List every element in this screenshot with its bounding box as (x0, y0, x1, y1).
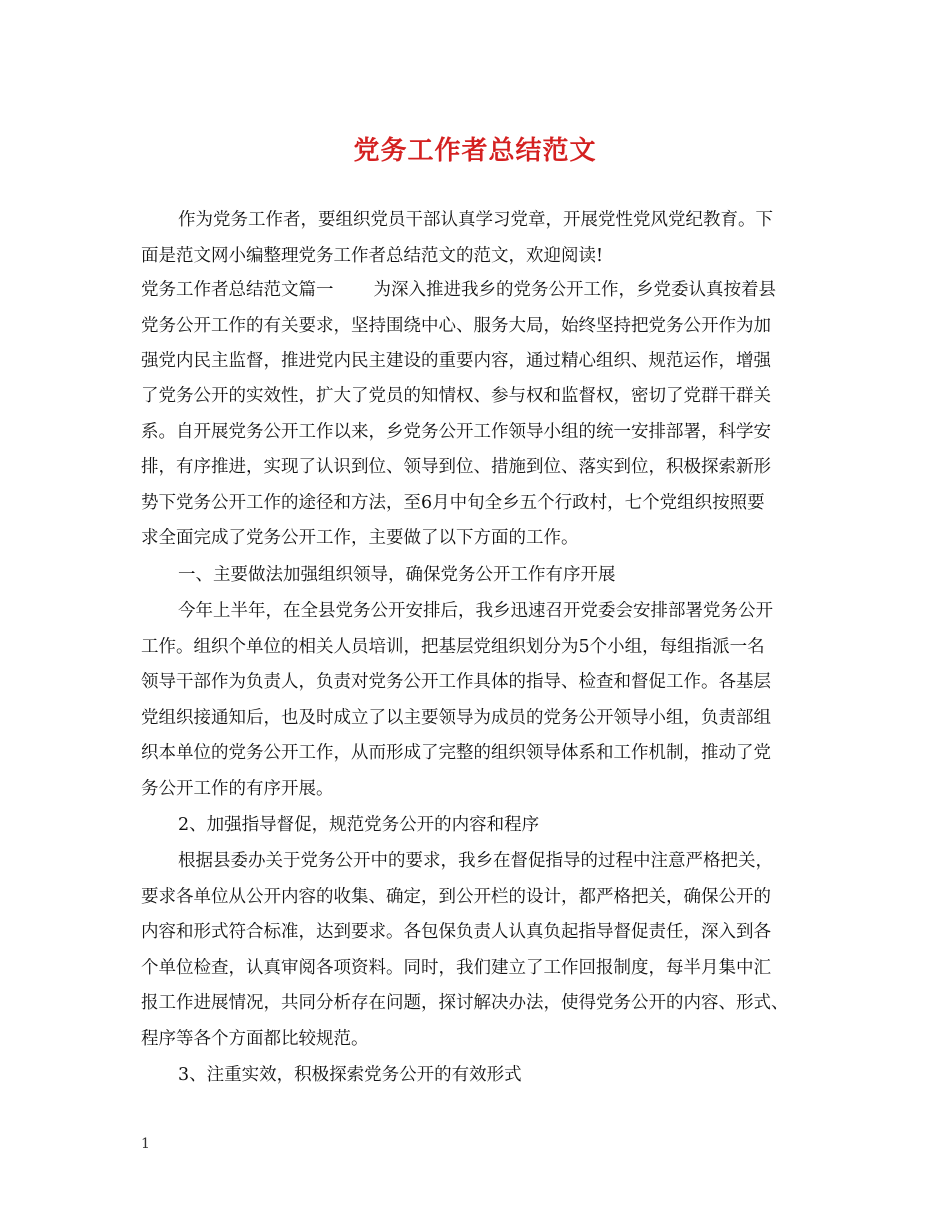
page-number: 1 (141, 1136, 150, 1152)
text-line (141, 278, 776, 302)
text-line: 内容和形式符合标准，达到要求。各包保负责人认真负起指导督促责任，深入到各 (141, 922, 771, 942)
document-title: 党务工作者总结范文 (353, 136, 597, 166)
section-heading: 2、加强指导督促，规范党务公开的内容和程序 (178, 815, 540, 835)
text-line: 务公开工作的有序开展。 (141, 779, 334, 799)
text-line: 排，有序推进，实现了认识到位、领导到位、措施到位、落实到位，积极探索新形 (141, 457, 771, 477)
section-heading: 党务工作者总结范文篇一 (141, 280, 334, 300)
text-line: 工作。组织个单位的相关人员培训，把基层党组织划分为5个小组，每组指派一名 (141, 637, 765, 657)
text-line: 党组织接通知后，也及时成立了以主要领导为成员的党务公开领导小组，负责部组 (141, 708, 771, 728)
text-line: 织本单位的党务公开工作，从而形成了完整的组织领导体系和工作机制，推动了党 (141, 743, 771, 763)
text-line: 势下党务公开工作的途径和方法，至6月中旬全乡五个行政村，七个党组织按照要 (141, 493, 765, 513)
section-heading: 3、注重实效，积极探索党务公开的有效形式 (178, 1065, 522, 1085)
text-line: 领导干部作为负责人，负责对党务公开工作具体的指导、检查和督促工作。各基层 (141, 672, 771, 692)
text-line: 要求各单位从公开内容的收集、确定，到公开栏的设计，都严格把关，确保公开的 (141, 887, 771, 907)
text-line: 系。自开展党务公开工作以来，乡党务公开工作领导小组的统一安排部署，科学安 (141, 422, 771, 442)
text-line: 求全面完成了党务公开工作，主要做了以下方面的工作。 (141, 528, 579, 548)
text-line: 了党务公开的实效性，扩大了党员的知情权、参与权和监督权，密切了党群干群关 (141, 386, 771, 406)
text-line: 党务公开工作的有关要求，坚持围绕中心、服务大局，始终坚持把党务公开作为加 (141, 316, 771, 336)
text-line: 面是范文网小编整理党务工作者总结范文的范文，欢迎阅读! (141, 246, 604, 266)
text-line: 强党内民主监督，推进党内民主建设的重要内容，通过精心组织、规范运作，增强 (141, 351, 771, 371)
text-segment: 为深入推进我乡的党务公开工作，乡党委认真按着县 (373, 280, 776, 300)
text-line: 程序等各个方面都比较规范。 (141, 1029, 369, 1049)
section-heading: 一、主要做法加强组织领导，确保党务公开工作有序开展 (178, 565, 616, 585)
text-line: 今年上半年，在全县党务公开安排后，我乡迅速召开党委会安排部署党务公开 (178, 601, 773, 621)
text-line: 个单位检查，认真审阅各项资料。同时，我们建立了工作回报制度，每半月集中汇 (141, 958, 771, 978)
text-line: 报工作进展情况，共同分析存在问题，探讨解决办法，使得党务公开的内容、形式、 (141, 993, 789, 1013)
text-line: 根据县委办关于党务公开中的要求，我乡在督促指导的过程中注意严格把关， (178, 851, 773, 871)
text-line: 作为党务工作者，要组织党员干部认真学习党章，开展党性党风党纪教育。下 (178, 210, 773, 230)
